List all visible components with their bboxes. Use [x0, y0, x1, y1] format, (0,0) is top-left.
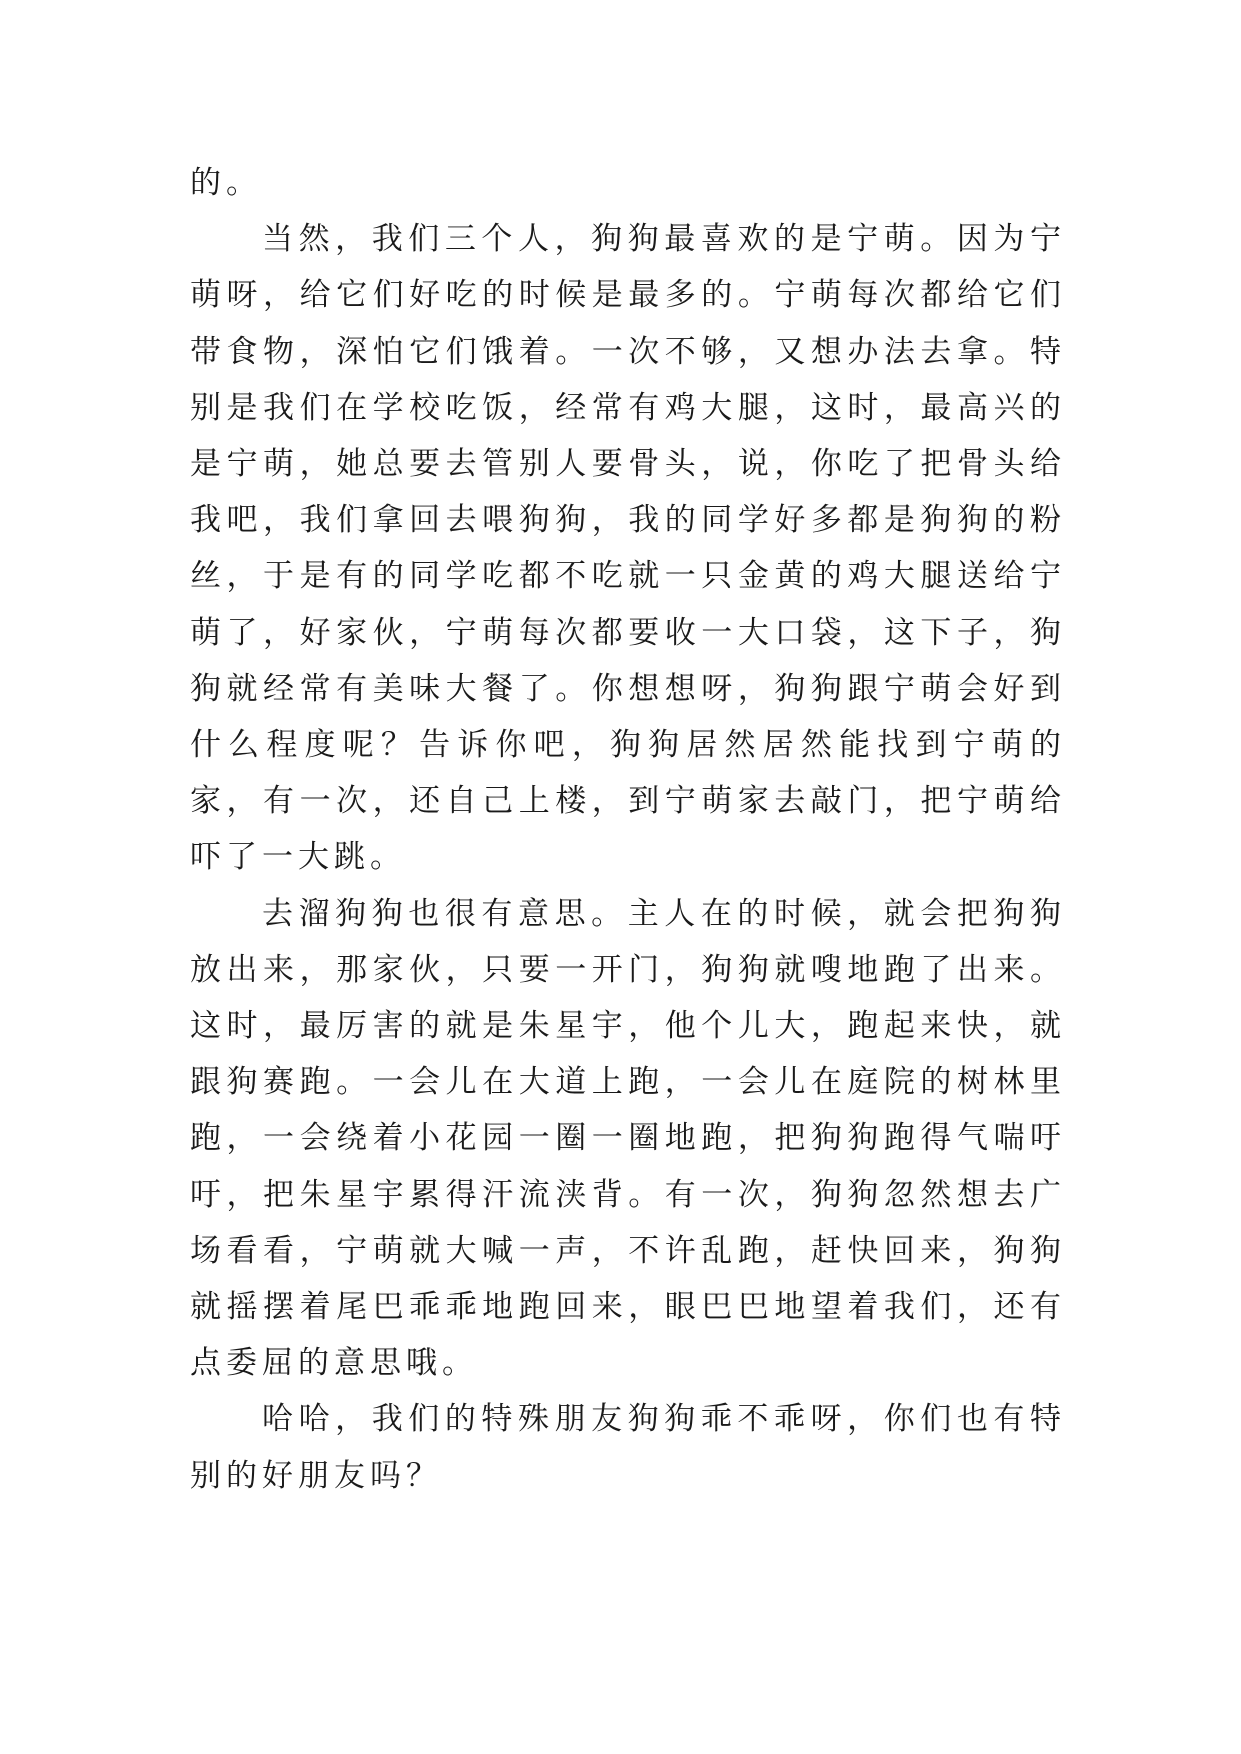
document-body — [190, 155, 1066, 1504]
paragraph-3: 去溜狗狗也很有意思。主人在的时候，就会把狗狗放出来，那家伙，只要一开门，狗狗就嗖地跑了出来。这时，最厉害的就是朱星宇，他个儿大，跑起来快，就跟狗赛跑。一会儿在大道上跑，一会儿在庭院的树林里跑，一会绕着小花园一圈一圈地跑，把狗狗跑得气喘吁吁，把朱星宇累得汗流浃背。有一次，狗狗忽然想去广场看看，宁萌就大喊一声，不许乱跑，赶快回来，狗狗就摇摆着尾巴乖乖地跑回来，眼巴巴地望着我们，还有点委屈的意思哦。 — [190, 895, 1066, 1382]
paragraph-4: 哈哈，我们的特殊朋友狗狗乖不乖呀，你们也有特别的好朋友吗？ — [190, 1401, 1066, 1494]
paragraph-2: 当然，我们三个人，狗狗最喜欢的是宁萌。因为宁萌呀，给它们好吃的时候是最多的。宁萌每次都给它们带食物，深怕它们饿着。一次不够，又想办法去拿。特别是我们在学校吃饭，经常有鸡大腿，这时，最高兴的是宁萌，她总要去管别人要骨头，说，你吃了把骨头给我吧，我们拿回去喂狗狗，我的同学好多都是狗狗的粉丝，于是有的同学吃都不吃就一只金黄的鸡大腿送给宁萌了，好家伙，宁萌每次都要收一大口袋，这下子，狗狗就经常有美味大餐了。你想想呀，狗狗跟宁萌会好到什么程度呢？告诉你吧，狗狗居然居然能找到宁萌的家，有一次，还自己上楼，到宁萌家去敲门，把宁萌给吓了一大跳。 — [190, 221, 1066, 876]
paragraph-1: 的。 — [190, 165, 262, 201]
